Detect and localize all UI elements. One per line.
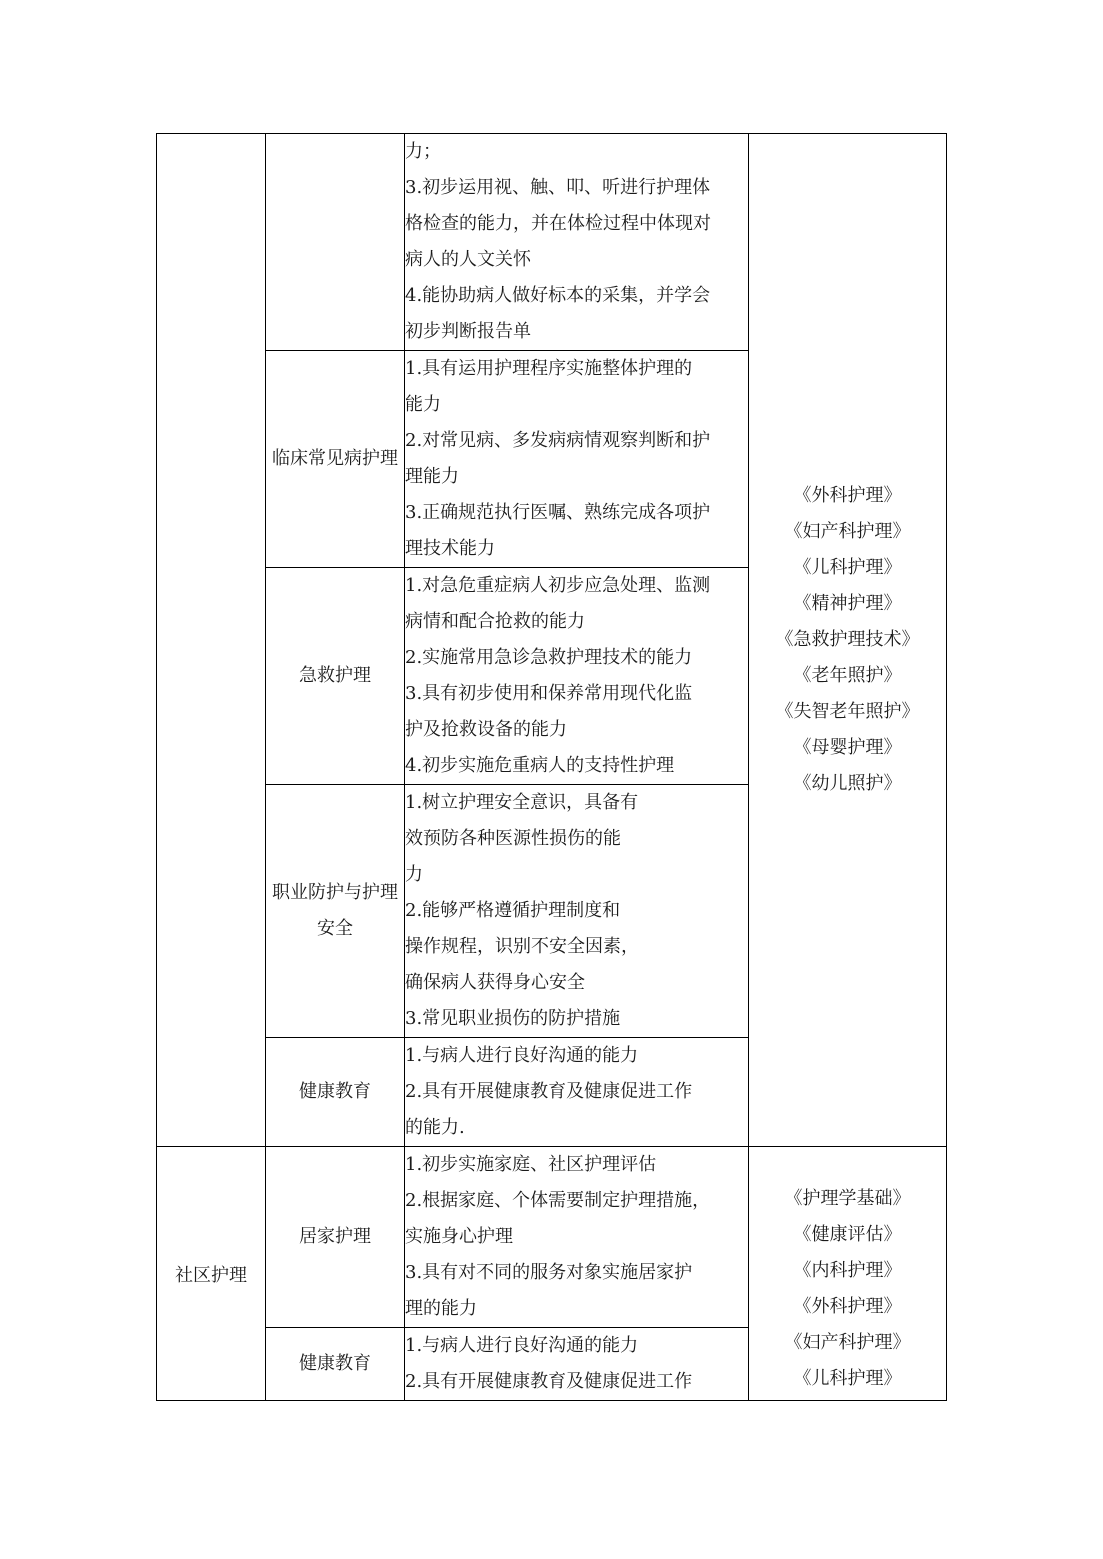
ability-cell [405,1038,749,1147]
ability-line: 病情和配合抢救的能力 [405,611,585,632]
ability-line: 2.具有开展健康教育及健康促进工作 [405,1081,693,1102]
course-item: 《老年照护》 [793,665,902,686]
ability-line: 2.实施常用急诊急救护理技术的能力 [405,647,693,668]
category-cell [157,134,266,1147]
ability-line: 力； [405,141,441,162]
course-item: 《儿科护理》 [793,557,902,578]
ability-line: 4.初步实施危重病人的支持性护理 [405,755,675,776]
subject-cell: 居家护理 [266,1147,405,1328]
ability-line: 操作规程，识别不安全因素， [405,936,639,957]
ability-line: 力 [405,864,423,885]
course-item: 《精神护理》 [793,593,902,614]
ability-line: 2.根据家庭、个体需要制定护理措施， [405,1190,711,1211]
course-item: 《外科护理》 [793,485,902,506]
table-row [157,134,947,351]
subject-cell: 急救护理 [266,568,405,785]
ability-line: 3.正确规范执行医嘱、熟练完成各项护 [405,502,711,523]
ability-line: 1.对急危重症病人初步应急处理、监测 [405,575,711,596]
subject-cell: 健康教育 [266,1038,405,1147]
ability-line: 效预防各种医源性损伤的能 [405,828,621,849]
course-item: 《外科护理》 [793,1295,902,1317]
subject-cell [266,134,405,351]
ability-line: 1.树立护理安全意识，具备有 [405,792,639,813]
ability-cell [405,785,749,1038]
course-item: 《护理学基础》 [784,1187,911,1209]
course-item: 《失智老年照护》 [775,701,920,722]
ability-line: 3.具有对不同的服务对象实施居家护 [405,1262,693,1283]
ability-cell [405,1147,749,1328]
ability-cell [405,134,749,351]
ability-line: 能力 [405,394,441,415]
courses-cell [749,1147,947,1401]
course-item: 《幼儿照护》 [793,773,902,794]
course-item: 《母婴护理》 [793,737,902,758]
courses-cell [749,134,947,1147]
ability-cell [405,351,749,568]
curriculum-table [156,133,947,1401]
ability-line: 护及抢救设备的能力 [405,719,567,740]
ability-line: 病人的人文关怀 [405,249,531,270]
ability-line: 理的能力 [405,1298,477,1319]
subject-cell: 健康教育 [266,1328,405,1401]
ability-line: 格检查的能力，并在体检过程中体现对 [405,213,711,234]
ability-line: 实施身心护理 [405,1226,513,1247]
table-row [157,1147,947,1328]
subject-cell: 职业防护与护理安全 [266,785,405,1038]
ability-line: 3.具有初步使用和保养常用现代化监 [405,683,693,704]
course-item: 《妇产科护理》 [784,1331,911,1353]
ability-line: 初步判断报告单 [405,321,531,342]
ability-line: 1.具有运用护理程序实施整体护理的 [405,358,693,379]
ability-line: 1.初步实施家庭、社区护理评估 [405,1154,657,1175]
ability-line: 4.能协助病人做好标本的采集，并学会 [405,285,711,306]
ability-line: 2.具有开展健康教育及健康促进工作 [405,1371,693,1392]
ability-line: 理能力 [405,466,459,487]
ability-line: 1.与病人进行良好沟通的能力 [405,1045,639,1066]
subject-cell: 临床常见病护理 [266,351,405,568]
course-item: 《妇产科护理》 [784,521,911,542]
ability-line: 3.初步运用视、触、叩、听进行护理体 [405,177,711,198]
ability-line: 确保病人获得身心安全 [405,972,585,993]
ability-line: 3.常见职业损伤的防护措施 [405,1008,621,1029]
ability-line: 的能力. [405,1117,465,1138]
ability-line: 理技术能力 [405,538,495,559]
course-item: 《内科护理》 [793,1259,902,1281]
ability-line: 1.与病人进行良好沟通的能力 [405,1335,639,1356]
ability-line: 2.对常见病、多发病病情观察判断和护 [405,430,711,451]
ability-line: 2.能够严格遵循护理制度和 [405,900,621,921]
category-cell: 社区护理 [157,1147,266,1401]
course-item: 《急救护理技术》 [775,629,920,650]
ability-cell [405,1328,749,1401]
course-item: 《儿科护理》 [793,1367,902,1389]
course-item: 《健康评估》 [793,1223,902,1245]
ability-cell [405,568,749,785]
